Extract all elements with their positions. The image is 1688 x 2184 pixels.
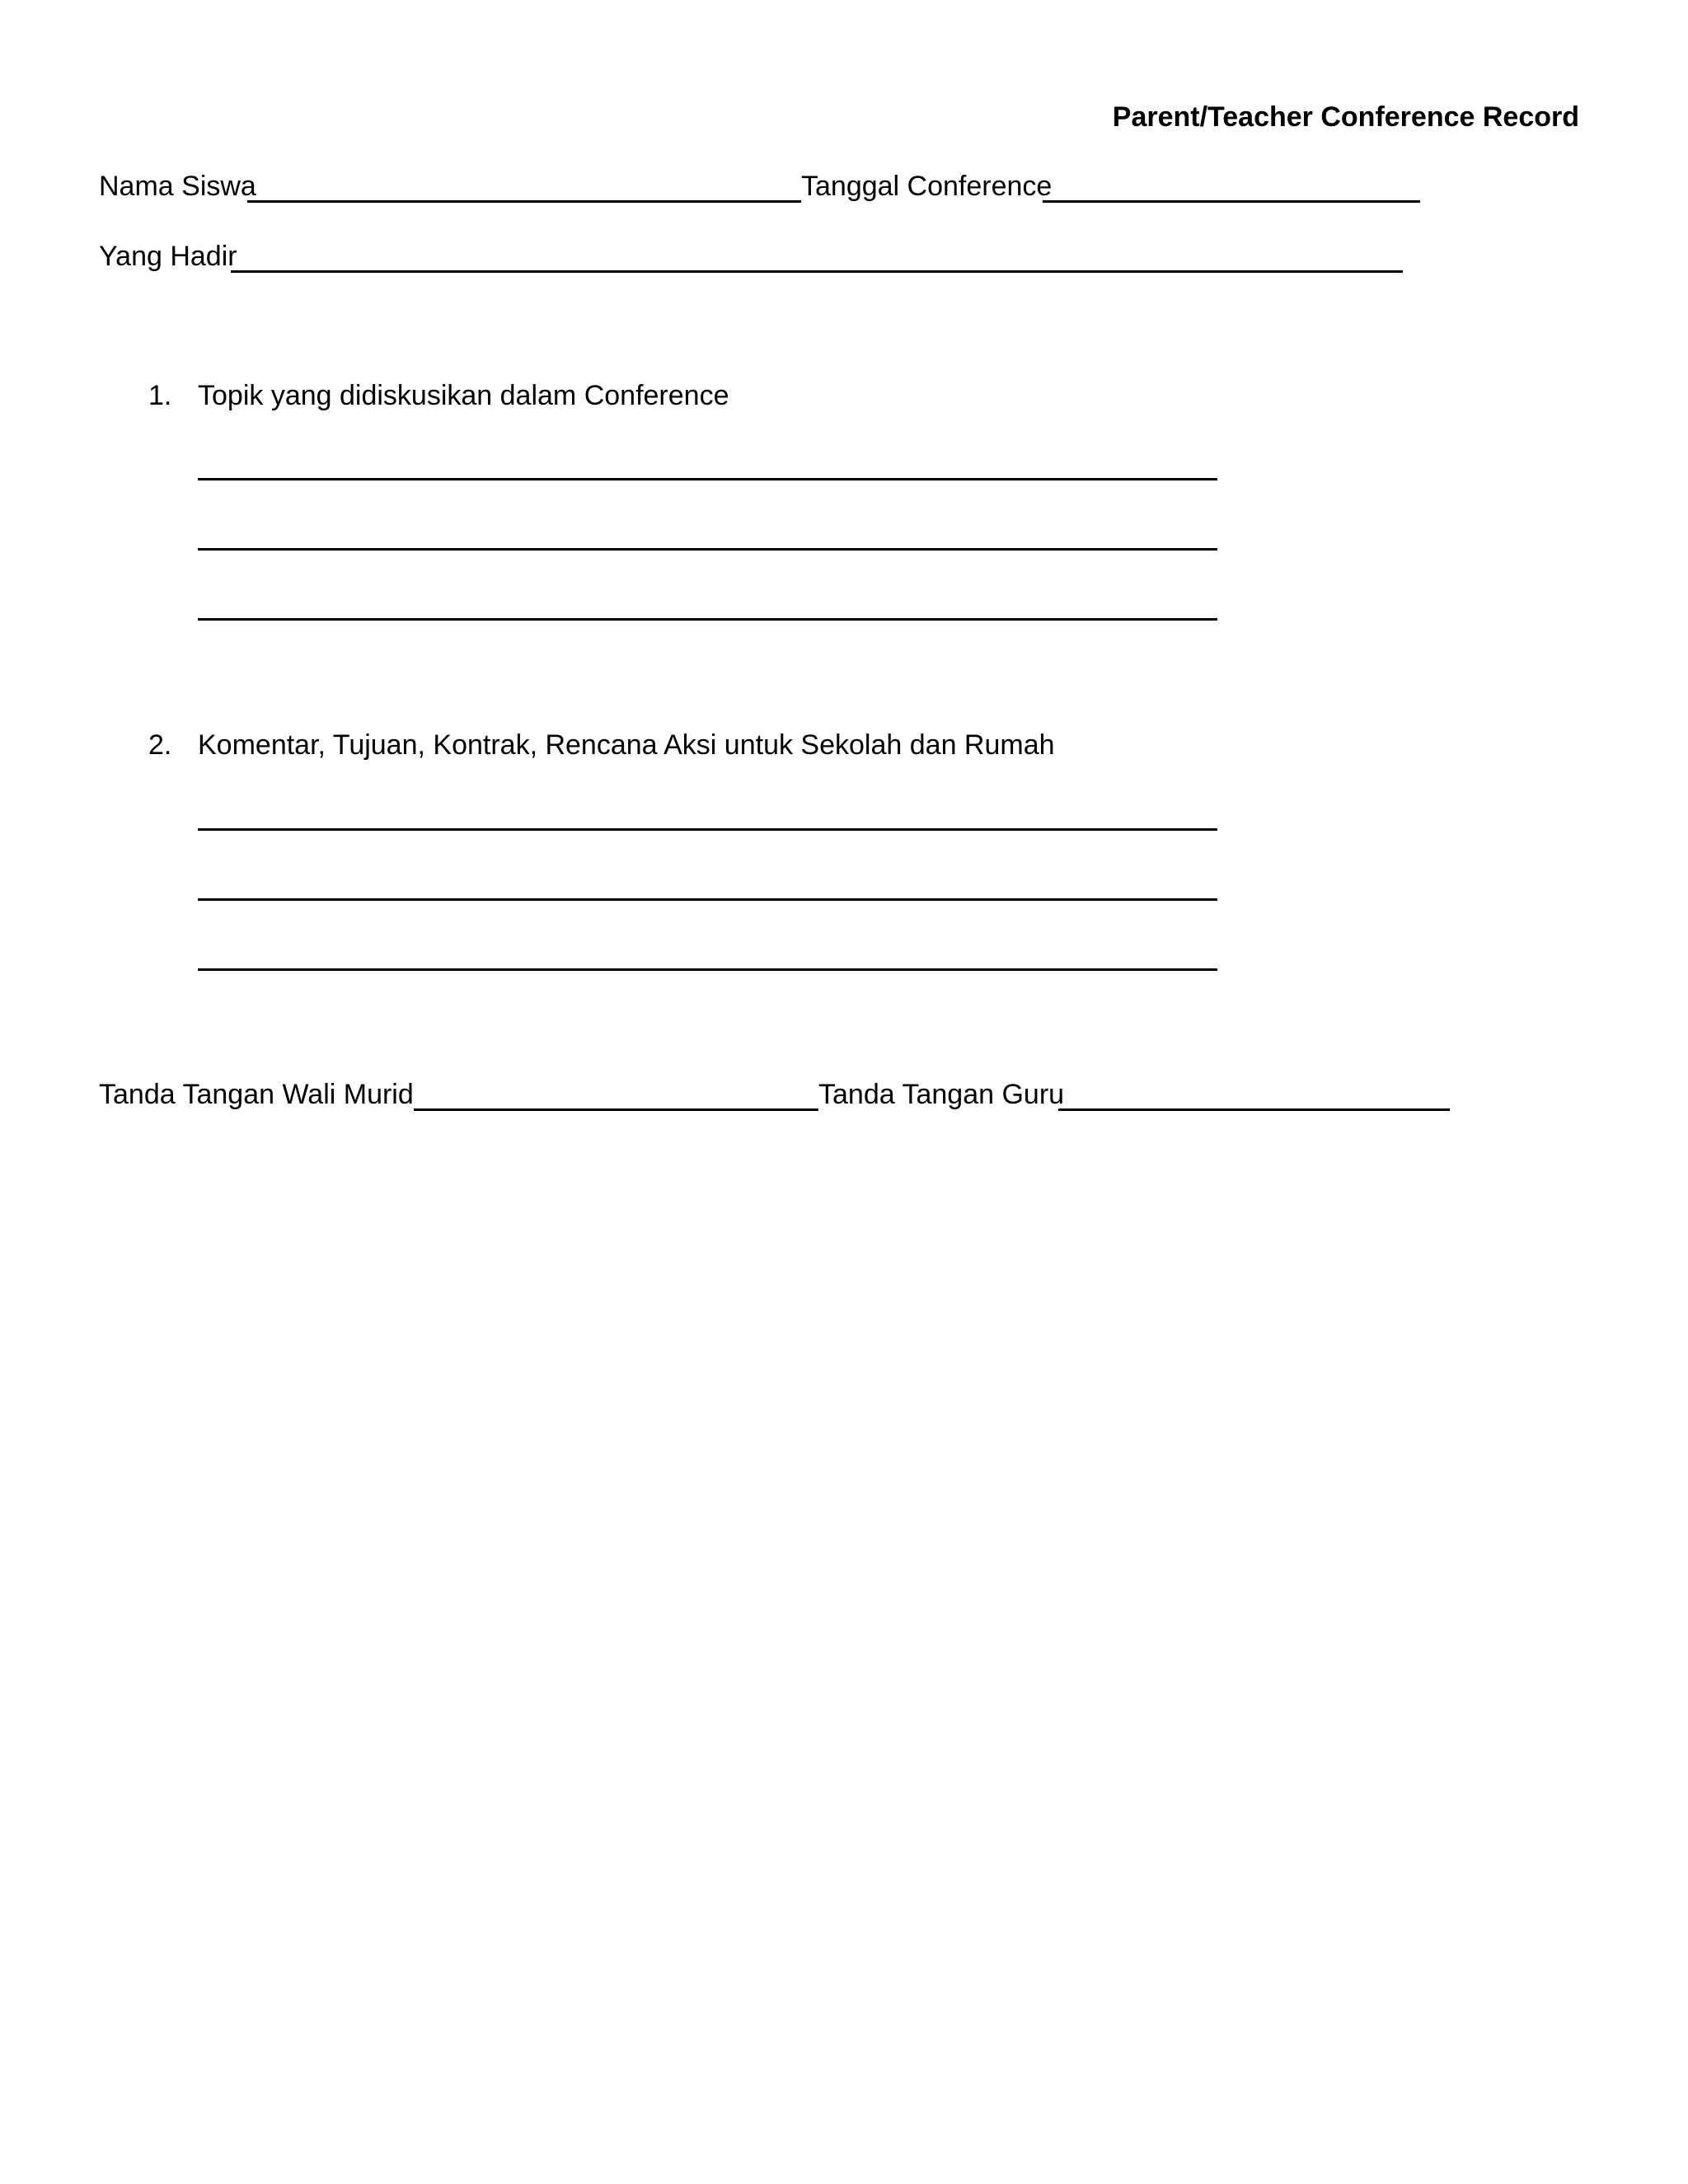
parent-signature-label: Tanda Tangan Wali Murid xyxy=(99,1079,414,1110)
section-1-heading: Topik yang didiskusikan dalam Conference xyxy=(198,380,729,411)
parent-signature-field[interactable] xyxy=(414,1108,818,1111)
section-2-heading: Komentar, Tujuan, Kontrak, Rencana Aksi untuk Sekolah dan Rumah xyxy=(198,729,1055,761)
section-2-number: 2. xyxy=(148,729,172,761)
section-2-line-3[interactable] xyxy=(198,968,1217,971)
section-2-line-2[interactable] xyxy=(198,898,1217,901)
section-2-line-1[interactable] xyxy=(198,828,1217,831)
teacher-signature-label: Tanda Tangan Guru xyxy=(818,1079,1065,1110)
section-1-line-2[interactable] xyxy=(198,548,1217,551)
conference-date-field[interactable] xyxy=(1043,200,1420,203)
student-name-field[interactable] xyxy=(247,200,801,203)
page-title: Parent/Teacher Conference Record xyxy=(1112,101,1579,133)
section-1-line-1[interactable] xyxy=(198,478,1217,480)
conference-date-label: Tanggal Conference xyxy=(801,171,1053,202)
attendees-field[interactable] xyxy=(231,270,1403,273)
teacher-signature-field[interactable] xyxy=(1058,1108,1450,1111)
section-1-number: 1. xyxy=(148,380,172,411)
attendees-label: Yang Hadir xyxy=(99,241,237,272)
section-1-line-3[interactable] xyxy=(198,618,1217,621)
student-name-label: Nama Siswa xyxy=(99,171,256,202)
